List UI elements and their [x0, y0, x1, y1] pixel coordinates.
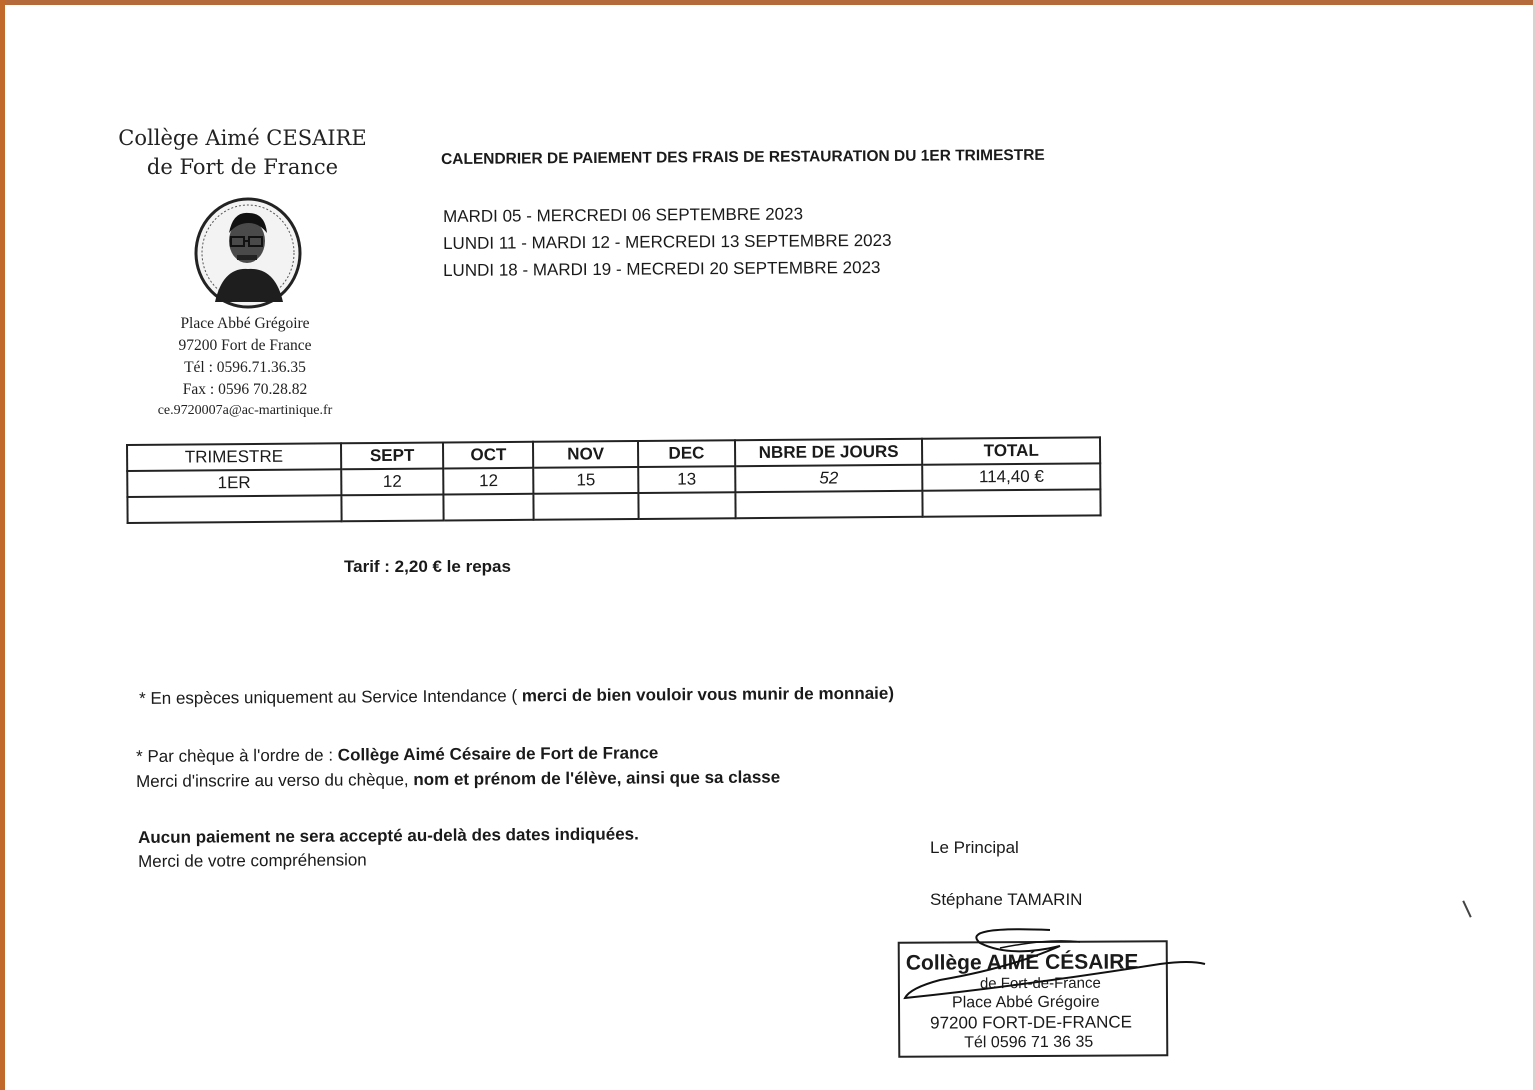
school-phone: Tél : 0596.71.36.35: [184, 359, 306, 376]
school-address-city: 97200 Fort de France: [178, 337, 312, 354]
header-nbre-jours: NBRE DE JOURS: [735, 439, 923, 466]
scan-mark: [1462, 900, 1471, 917]
stamp-line-1: Collège AIMÉ CÉSAIRE: [905, 950, 1139, 975]
stamp-line-4: 97200 FORT-DE-FRANCE: [930, 1012, 1133, 1033]
cash-payment-note: * En espèces uniquement au Service Intendance ( merci de bien vouloir vous munir de monnaie): [139, 683, 895, 708]
cheque-verso-note: Merci d'inscrire au verso du chèque, nom et prénom de l'élève, ainsi que sa classe: [136, 767, 781, 791]
header-nov: NOV: [533, 441, 638, 468]
cheque-payment-note: * Par chèque à l'ordre de : Collège Aimé Césaire de Fort de France: [136, 743, 659, 766]
header-trimestre: TRIMESTRE: [127, 443, 341, 471]
header-sept: SEPT: [341, 443, 444, 470]
header-total: TOTAL: [922, 437, 1100, 464]
signer-role: Le Principal: [930, 838, 1019, 857]
document-title: CALENDRIER DE PAIEMENT DES FRAIS DE RESTAURATION DU 1ER TRIMESTRE: [441, 146, 1045, 168]
school-fax: Fax : 0596 70.28.82: [182, 381, 308, 398]
meal-price: Tarif : 2,20 € le repas: [344, 557, 511, 576]
payment-date-2: LUNDI 11 - MARDI 12 - MERCREDI 13 SEPTEMBRE 2023: [443, 230, 892, 253]
school-email: ce.9720007a@ac-martinique.fr: [157, 403, 333, 418]
deadline-warning: Aucun paiement ne sera accepté au-delà des dates indiquées.: [138, 824, 639, 847]
cell-total: 114,40 €: [923, 463, 1101, 490]
school-name: Collège Aimé CESAIRE: [118, 126, 367, 150]
school-portrait-logo: [193, 197, 303, 309]
page-top-edge: [0, 0, 1536, 5]
cell-trimestre: 1ER: [127, 469, 341, 497]
thanks-note: Merci de votre compréhension: [138, 850, 367, 871]
meal-days-table: [126, 436, 1102, 524]
school-address-street: Place Abbé Grégoire: [180, 315, 310, 332]
signer-name: Stéphane TAMARIN: [930, 890, 1083, 909]
stamp-line-3: Place Abbé Grégoire: [951, 993, 1100, 1012]
stamp-line-5: Tél 0596 71 36 35: [964, 1033, 1094, 1052]
page-left-edge: [0, 0, 5, 1090]
header-oct: OCT: [443, 442, 533, 469]
payment-date-1: MARDI 05 - MERCREDI 06 SEPTEMBRE 2023: [443, 204, 804, 226]
cell-sept: 12: [341, 469, 444, 496]
cell-dec: 13: [638, 466, 735, 493]
stamp-line-2: de Fort-de-France: [979, 974, 1101, 993]
header-dec: DEC: [638, 440, 735, 467]
cell-nov: 15: [533, 467, 638, 494]
cell-nbre-jours: 52: [735, 465, 923, 492]
payment-date-3: LUNDI 18 - MARDI 19 - MECREDI 20 SEPTEMBRE 2023: [443, 257, 881, 280]
school-city: de Fort de France: [146, 155, 339, 179]
handwritten-signature: [900, 918, 1210, 1008]
cell-oct: 12: [444, 468, 534, 495]
